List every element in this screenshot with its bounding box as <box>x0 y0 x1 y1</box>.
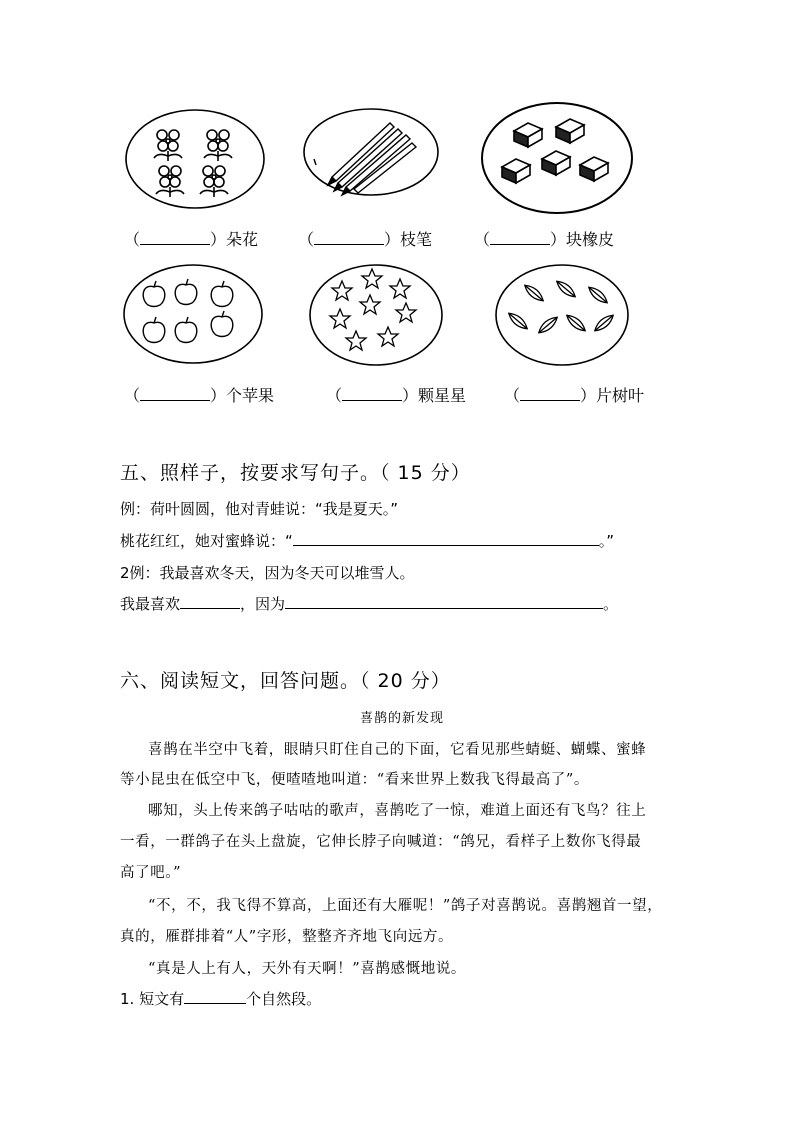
answer-leaf: （ ）片树叶 <box>504 386 645 405</box>
leaf-plate <box>494 263 630 367</box>
apple-plate <box>122 263 264 365</box>
answer-blank[interactable] <box>490 230 550 245</box>
answer-apple: （ ）个苹果 <box>124 386 275 405</box>
story-line: 喜鹊在半空中飞着，眼睛只盯住自己的下面，它看见那些蜻蜓、蝴蝶、蜜蜂 <box>148 742 647 758</box>
story-line: “不，不，我飞得不算高，上面还有大雁呢！”鸽子对喜鹊说。喜鹊翘首一望， <box>148 898 663 914</box>
story-line: 高了吧。” <box>120 865 182 881</box>
apple-icon <box>143 279 233 343</box>
answer-blank[interactable] <box>184 989 246 1004</box>
eraser-plate <box>480 101 634 215</box>
answer-blank[interactable] <box>285 594 603 609</box>
star-plate <box>308 263 444 367</box>
pencil-icon <box>314 123 416 195</box>
prompt-sentence-1: 桃花红红，她对蜜蜂说：“ 。” <box>120 532 615 550</box>
answer-flower: （ ）朵花 <box>124 230 259 249</box>
answer-blank[interactable] <box>293 531 599 546</box>
prompt-sentence-2: 我最喜欢 ，因为 。 <box>120 595 619 613</box>
section5-heading: 五、照样子，按要求写句子。（ 15 分） <box>120 462 471 484</box>
story-title: 喜鹊的新发现 <box>360 711 445 726</box>
answer-blank[interactable] <box>140 386 210 401</box>
answer-eraser: （ ）块橡皮 <box>474 230 615 249</box>
flower-plate <box>124 107 266 211</box>
answer-blank[interactable] <box>140 230 210 245</box>
leaf-icon <box>506 278 616 336</box>
answer-blank[interactable] <box>520 386 580 401</box>
question-1: 1. 短文有 个自然段。 <box>120 990 322 1008</box>
story-line: 哪知，头上传来鸽子咕咕的歌声，喜鹊吃了一惊，难道上面还有飞鸟？往上 <box>148 803 647 819</box>
star-icon <box>330 269 416 350</box>
example-sentence-2: 2例：我最喜欢冬天，因为冬天可以堆雪人。 <box>120 564 415 582</box>
section6-heading: 六、阅读短文，回答问题。（ 20 分） <box>120 670 451 692</box>
flower-icon <box>154 130 232 197</box>
answer-blank[interactable] <box>342 386 402 401</box>
story-line: 真的，雁群排着“人”字形，整整齐齐地飞向远方。 <box>120 929 454 945</box>
example-sentence-1: 例：荷叶圆圆，他对青蛙说：“我是夏天。” <box>120 500 399 518</box>
story-line: “真是人上有人，天外有天啊！”喜鹊感慨地说。 <box>148 961 467 977</box>
eraser-icon <box>502 119 608 183</box>
story-line: 等小昆虫在低空中飞，便喳喳地叫道：“看来世界上数我飞得最高了”。 <box>120 772 590 788</box>
answer-star: （ ）颗星星 <box>326 386 467 405</box>
answer-pencil: （ ）枝笔 <box>298 230 433 249</box>
story-line: 一看，一群鸽子在头上盘旋，它伸长脖子向喊道：“鸽兄，看样子上数你飞得最 <box>120 834 642 850</box>
pencil-plate <box>302 107 440 197</box>
answer-blank[interactable] <box>314 230 384 245</box>
answer-blank[interactable] <box>180 594 240 609</box>
